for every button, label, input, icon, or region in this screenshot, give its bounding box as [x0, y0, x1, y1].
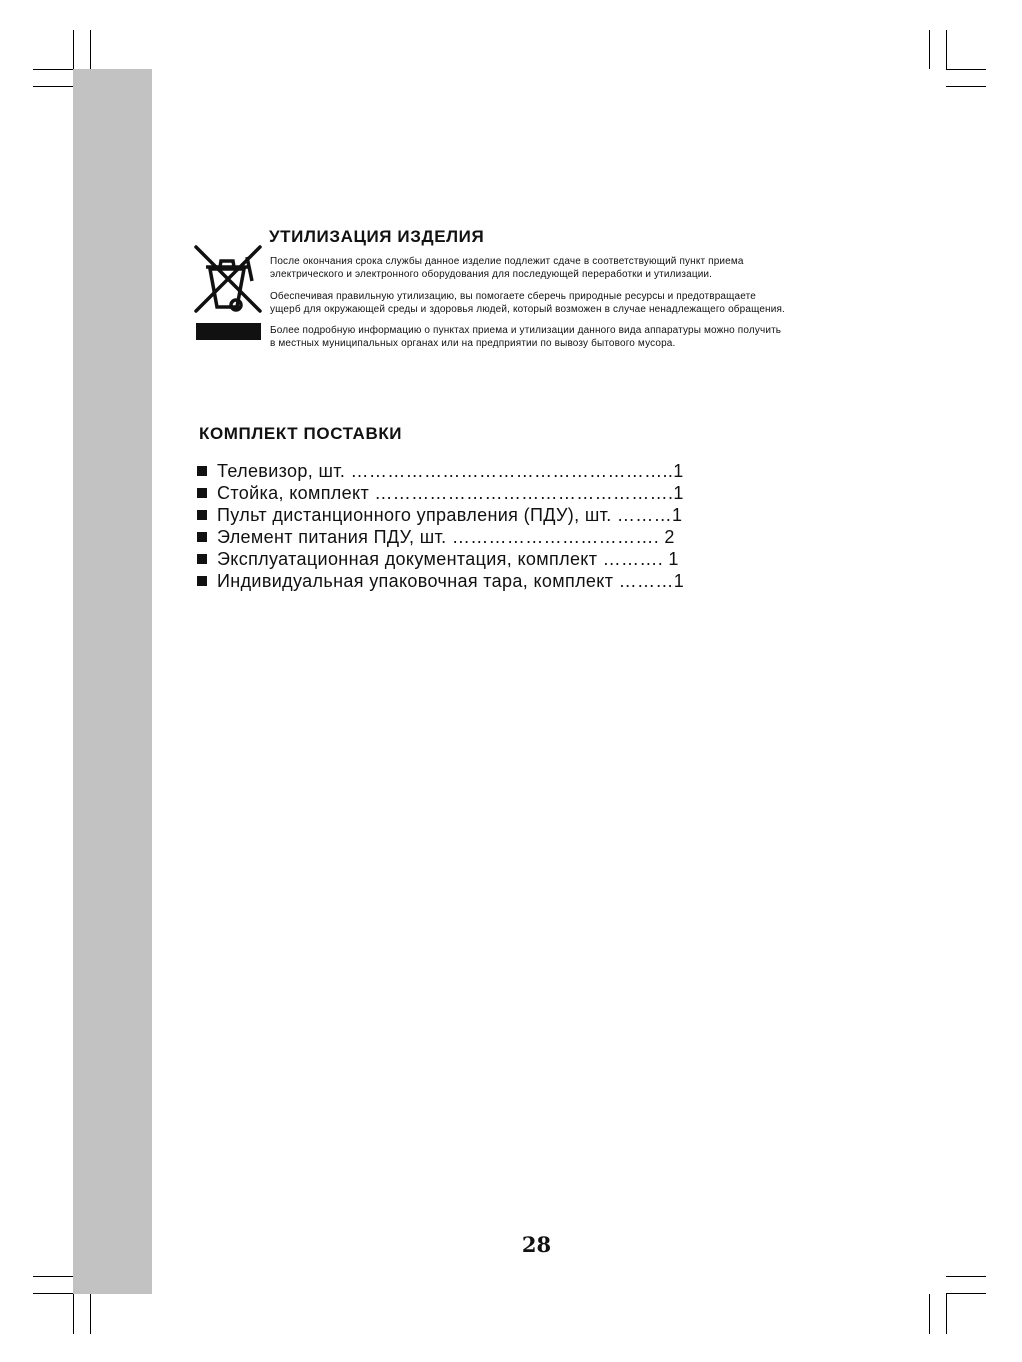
crop-mark: [946, 86, 986, 87]
crop-mark: [90, 1294, 91, 1334]
square-bullet-icon: [197, 510, 207, 520]
square-bullet-icon: [197, 466, 207, 476]
paragraph-line: ущерб для окружающей среды и здоровья людей, который возможен в случае ненадлежащего обращения.: [270, 304, 785, 315]
crop-mark: [946, 30, 947, 69]
package-title: КОМПЛЕКТ ПОСТАВКИ: [199, 424, 403, 443]
paragraph-line: Более подробную информацию о пунктах приема и утилизации данного вида аппаратуры можно получить: [270, 325, 782, 336]
crop-mark: [946, 69, 986, 70]
square-bullet-icon: [197, 532, 207, 542]
list-item: [197, 460, 684, 482]
disposal-paragraph: [270, 255, 744, 281]
crop-mark: [90, 30, 91, 69]
crop-mark: [929, 1294, 930, 1334]
crop-mark: [946, 1293, 986, 1294]
square-bullet-icon: [197, 576, 207, 586]
crop-mark: [33, 1293, 73, 1294]
list-item-text: Стойка, комплект ………………………………………….1: [217, 482, 684, 503]
crop-mark: [33, 86, 73, 87]
disposal-paragraph: [270, 290, 785, 316]
list-item: [197, 526, 684, 548]
list-item: [197, 482, 684, 504]
disposal-title: УТИЛИЗАЦИЯ ИЗДЕЛИЯ: [269, 227, 485, 246]
crop-mark: [946, 1276, 986, 1277]
list-item-text: Телевизор, шт. ……………………………………………..1: [217, 460, 684, 481]
list-item: [197, 570, 684, 592]
square-bullet-icon: [197, 554, 207, 564]
crossed-out-wheelie-bin-icon: [192, 243, 264, 343]
list-item: [197, 548, 684, 570]
paragraph-line: в местных муниципальных органах или на предприятии по вывозу бытового мусора.: [270, 338, 676, 349]
paragraph-line: Обеспечивая правильную утилизацию, вы помогаете сберечь природные ресурсы и предотвращаете: [270, 291, 756, 302]
paragraph-line: электрического и электронного оборудования для последующей переработки и утилизации.: [270, 269, 713, 280]
list-item-text: Индивидуальная упаковочная тара, комплект ………1: [217, 570, 685, 591]
disposal-paragraph: [270, 324, 781, 350]
package-list: [197, 460, 684, 592]
gray-side-strip: [73, 69, 152, 1294]
page-number: 28: [521, 1232, 552, 1257]
list-item-text: Элемент питания ПДУ, шт. ……………………………. 2: [217, 526, 675, 547]
list-item-text: Эксплуатационная документация, комплект ………. 1: [217, 548, 679, 569]
crop-mark: [929, 30, 930, 69]
crop-mark: [33, 69, 73, 70]
crop-mark: [946, 1294, 947, 1334]
square-bullet-icon: [197, 488, 207, 498]
crop-mark: [33, 1276, 73, 1277]
list-item-text: Пульт дистанционного управления (ПДУ), шт. ………1: [217, 504, 683, 525]
list-item: [197, 504, 684, 526]
crop-mark: [73, 30, 74, 69]
crop-mark: [73, 1294, 74, 1334]
paragraph-line: После окончания срока службы данное изделие подлежит сдаче в соответствующий пункт приема: [270, 256, 744, 267]
